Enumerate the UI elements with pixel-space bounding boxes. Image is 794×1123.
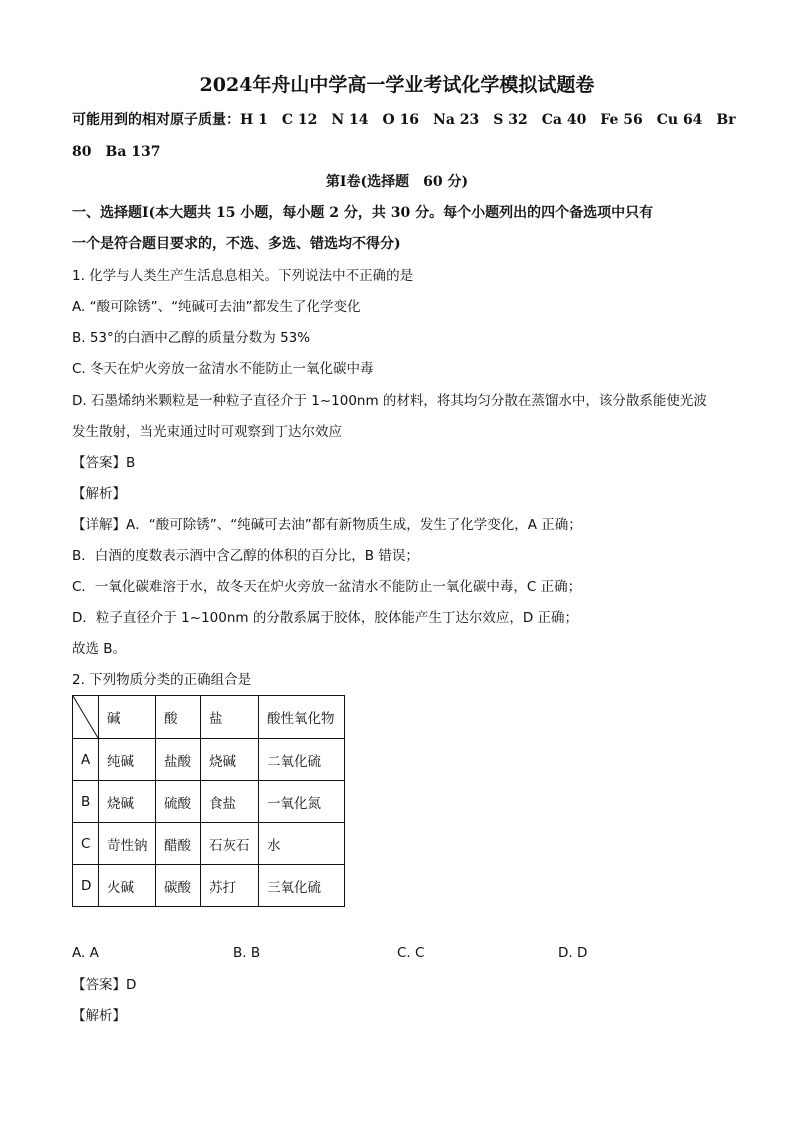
table-cell: 食盐 bbox=[201, 781, 259, 823]
page-title: 2024年舟山中学高一学业考试化学模拟试题卷 bbox=[199, 74, 595, 96]
table-row bbox=[73, 823, 345, 865]
table-cell: 苏打 bbox=[201, 865, 259, 907]
table-header-cell: 碱 bbox=[99, 696, 156, 739]
table-row bbox=[73, 865, 345, 907]
q1-detail-a: 【详解】A．“酸可除锈”、“纯碱可去油”都有新物质生成，发生了化学变化，A 正确； bbox=[72, 517, 582, 533]
row-label: A bbox=[73, 739, 99, 781]
table-cell: 硫酸 bbox=[156, 781, 201, 823]
q1-option-b: B. 53°的白酒中乙醇的质量分数为 53% bbox=[72, 330, 311, 346]
diagonal-line-icon bbox=[73, 696, 98, 738]
q2-choice-d: D. D bbox=[558, 945, 588, 961]
q2-choice-a: A. A bbox=[72, 945, 99, 961]
table-cell: 石灰石 bbox=[201, 823, 259, 865]
q1-option-a: A. “酸可除锈”、“纯碱可去油”都发生了化学变化 bbox=[72, 299, 361, 315]
section-title: 第Ⅰ卷(选择题 60 分) bbox=[325, 174, 469, 190]
table-header-cell: 酸性氧化物 bbox=[259, 696, 345, 739]
q1-detail-d: D．粒子直径介于 1~100nm 的分散系属于胶体，胶体能产生丁达尔效应，D 正确； bbox=[72, 610, 579, 626]
q2-analysis-label: 【解析】 bbox=[72, 1008, 126, 1024]
q1-detail-c: C．一氧化碳难溶于水，故冬天在炉火旁放一盆清水不能防止一氧化碳中毒，C 正确； bbox=[72, 579, 582, 595]
q1-option-d-line-2: 发生散射，当光束通过时可观察到丁达尔效应 bbox=[72, 424, 342, 440]
table-cell: 烧碱 bbox=[99, 781, 156, 823]
table-cell: 盐酸 bbox=[156, 739, 201, 781]
row-label: B bbox=[73, 781, 99, 823]
classification-table bbox=[72, 695, 345, 907]
table-header-row bbox=[73, 696, 345, 739]
q1-detail-b: B．白酒的度数表示酒中含乙醇的体积的百分比，B 错误； bbox=[72, 548, 419, 564]
table-cell: 烧碱 bbox=[201, 739, 259, 781]
table-cell: 一氧化氮 bbox=[259, 781, 345, 823]
table-cell: 纯碱 bbox=[99, 739, 156, 781]
table-corner-cell bbox=[73, 696, 99, 739]
q1-option-d-line-1: D. 石墨烯纳米颗粒是一种粒子直径介于 1~100nm 的材料，将其均匀分散在蒸馏水中，该分散系能使光波 bbox=[72, 393, 707, 409]
table-header-cell: 盐 bbox=[201, 696, 259, 739]
part-header-line-1: 一、选择题Ⅰ(本大题共 15 小题，每小题 2 分，共 30 分。每个小题列出的四个备选项中只有 bbox=[72, 205, 654, 221]
q1-stem: 1. 化学与人类生产生活息息相关。下列说法中不正确的是 bbox=[72, 268, 414, 284]
table-row bbox=[73, 739, 345, 781]
table-row bbox=[73, 781, 345, 823]
q1-conclusion: 故选 B。 bbox=[72, 641, 127, 657]
atomic-mass-line-1: 可能用到的相对原子质量：H 1 C 12 N 14 O 16 Na 23 S 32 Ca 40 Fe 56 Cu 64 Br bbox=[72, 112, 736, 128]
table-cell: 醋酸 bbox=[156, 823, 201, 865]
table-cell: 水 bbox=[259, 823, 345, 865]
part-header-line-2: 一个是符合题目要求的，不选、多选、错选均不得分) bbox=[72, 236, 401, 252]
table-cell: 火碱 bbox=[99, 865, 156, 907]
row-label: C bbox=[73, 823, 99, 865]
table-header-cell: 酸 bbox=[156, 696, 201, 739]
q2-stem: 2. 下列物质分类的正确组合是 bbox=[72, 672, 252, 688]
q1-answer: 【答案】B bbox=[72, 455, 136, 471]
q2-answer: 【答案】D bbox=[72, 977, 137, 993]
table-cell: 三氧化硫 bbox=[259, 865, 345, 907]
table-cell: 碳酸 bbox=[156, 865, 201, 907]
table-cell: 苛性钠 bbox=[99, 823, 156, 865]
q2-choice-c: C. C bbox=[397, 945, 425, 961]
atomic-mass-line-2: 80 Ba 137 bbox=[72, 144, 161, 160]
table-cell: 二氧化硫 bbox=[259, 739, 345, 781]
q1-analysis-label: 【解析】 bbox=[72, 486, 126, 502]
row-label: D bbox=[73, 865, 99, 907]
q1-option-c: C. 冬天在炉火旁放一盆清水不能防止一氧化碳中毒 bbox=[72, 361, 374, 377]
q2-choice-b: B. B bbox=[233, 945, 261, 961]
